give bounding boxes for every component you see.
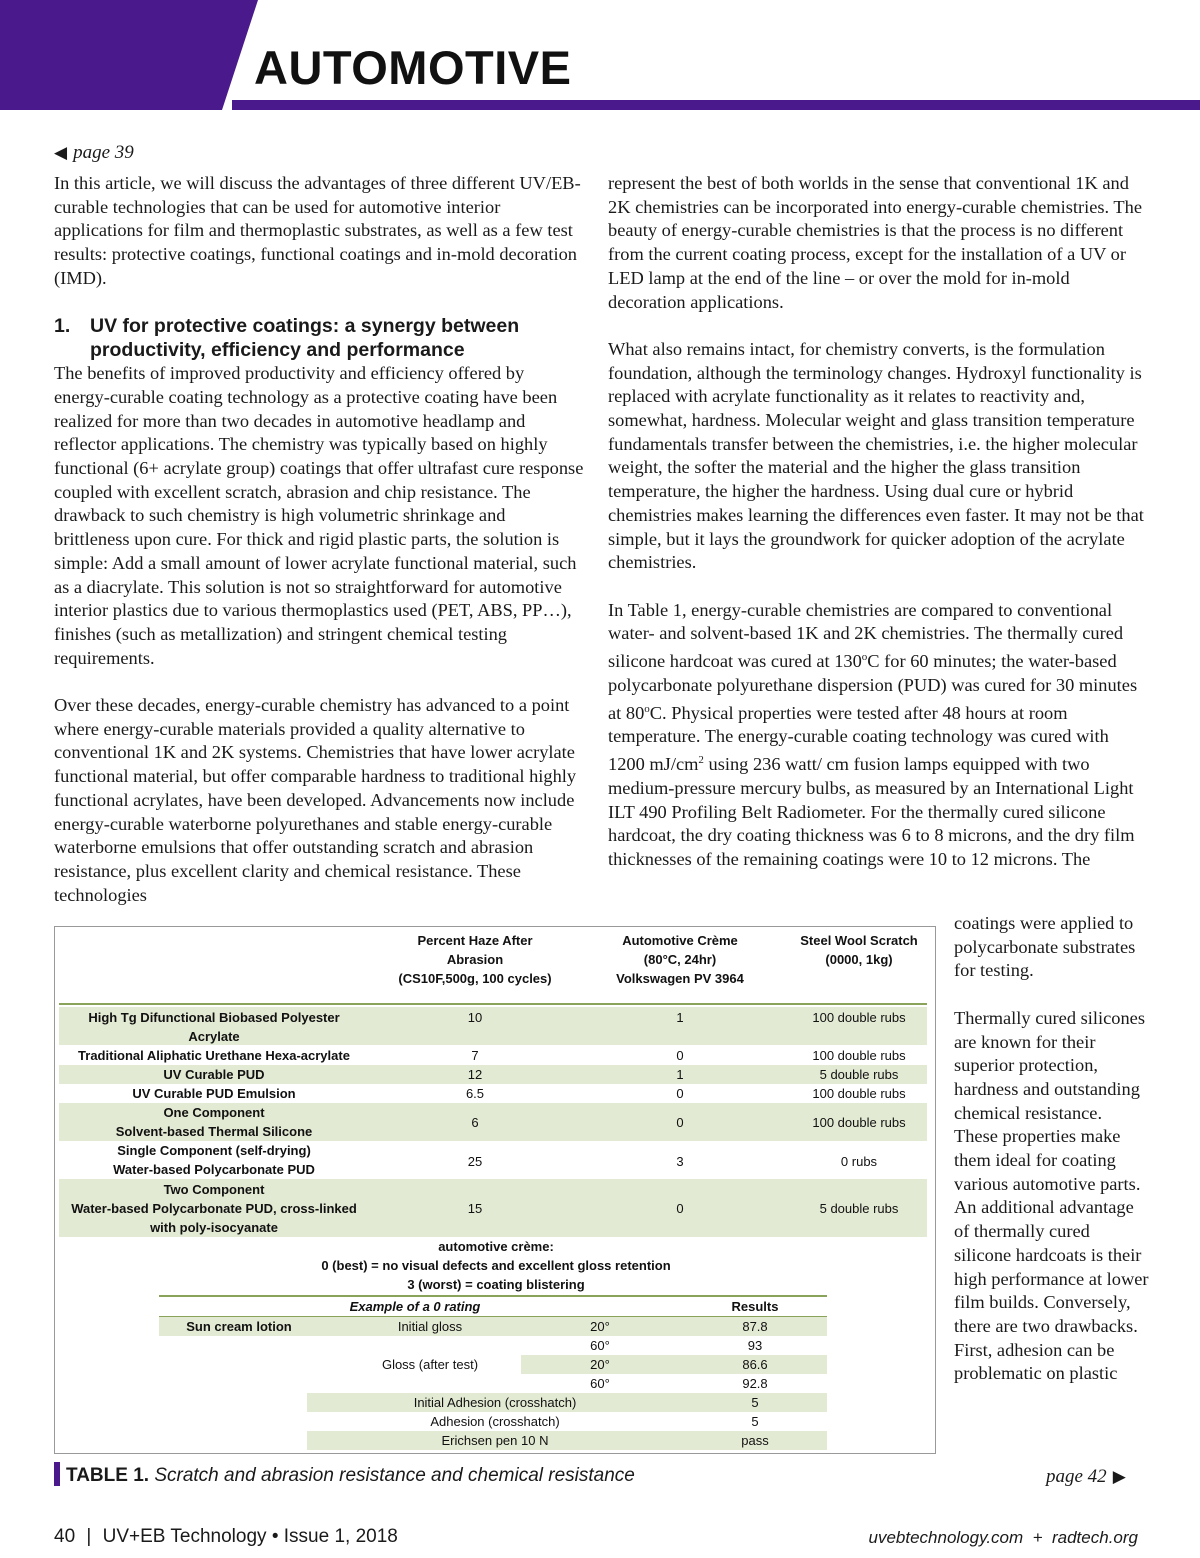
caption-label: TABLE 1.: [66, 1465, 150, 1486]
results-label: Results: [731, 1299, 779, 1314]
name-line: High Tg Difunctional Biobased Polyester: [88, 1010, 340, 1025]
body-paragraph: coatings were applied to polycarbonate substrates for testing.: [954, 913, 1136, 981]
haze-value: 7: [471, 1048, 479, 1063]
header-haze: [367, 931, 583, 988]
header-line: (CS10F,500g, 100 cycles): [398, 971, 552, 986]
superscript: o: [861, 651, 868, 664]
steel-value: 100 double rubs: [812, 1048, 906, 1063]
test-label: Adhesion (crosshatch): [430, 1414, 560, 1429]
text-run: using 236 watt/ cm fusion lamps equipped with two medium-pressure mercury bulbs, as measured by an International Light ILT 490 Profiling Belt Radiometer. For the thermally cured silicone hardcoat, the dry coating thickness was 6 to 8 microns, and the dry film thicknesses of the remaining coatings were 10 to 12 microns. The: [608, 754, 1135, 870]
footer-sites[interactable]: uvebtechnology.com + radtech.org: [868, 1528, 1138, 1547]
section-heading: [54, 314, 584, 362]
creme-value: 0: [676, 1115, 684, 1130]
creme-value: 0: [676, 1201, 684, 1216]
header-line: (80°C, 24hr): [643, 952, 717, 967]
row-name: [59, 1141, 369, 1179]
name-line: Two Component: [163, 1182, 265, 1197]
text-run: C for 60 minutes; the water-based polycarbonate polyurethane dispersion (PUD) was cured for 30 minutes at 80: [608, 651, 1138, 723]
caption-text: Scratch and abrasion resistance and chemical resistance: [154, 1465, 635, 1486]
name-line: Acrylate: [188, 1029, 240, 1044]
table-caption: [54, 1462, 635, 1487]
steel-value: 5 double rubs: [819, 1067, 899, 1082]
name-line: One Component: [163, 1105, 265, 1120]
superscript: o: [644, 702, 650, 715]
header-line: Abrasion: [446, 952, 504, 967]
section-heading-text: UV for protective coatings: a synergy between productivity, efficiency and performance: [90, 315, 520, 362]
triangle-right-icon: ▶: [1112, 1467, 1126, 1486]
text-run: C. Physical properties were tested after 48 hours at room temperature. The energy-curable coating technology was cured with 1200 mJ/cm: [608, 702, 1109, 775]
result-value: 5: [751, 1414, 759, 1429]
haze-value: 10: [467, 1010, 483, 1025]
test-label: Initial gloss: [397, 1319, 463, 1334]
left-column: [54, 172, 584, 907]
test-label: Gloss (after test): [381, 1357, 479, 1372]
creme-value: 1: [676, 1010, 684, 1025]
footer-separator: |: [86, 1526, 92, 1547]
continued-on-label: page 42: [1046, 1466, 1107, 1487]
footer-bullet: •: [271, 1526, 279, 1547]
steel-value: 0 rubs: [840, 1154, 878, 1169]
row-name: [59, 1180, 369, 1237]
body-paragraph: The benefits of improved productivity and efficiency offered by energy-curable coating technology as a protective coating have been realized for more than two decades in automotive headlamp and reflector applications. The chemistry was typically based on highly functional (6+ acrylate group) coatings that offer ultrafast cure response coupled with excellent scratch, abrasion and chip resistance. The drawback to such chemistry is high volumetric shrinkage and brittleness upon cure. For thick and rigid plastic parts, the solution is simple: Add a small amount of lower acrylate functional material, such as a diacrylate. This solution is not so straightforward for automotive interior plastics due to various thermoplastics used (PET, ABS, PP…), finishes (such as metallization) and stringent chemical testing requirements.: [54, 363, 584, 668]
body-paragraph: What also remains intact, for chemistry converts, is the formulation foundation, although the terminology changes. Hydroxyl functionality is replaced with acrylate functionality as it relates to reactivity and, somewhat, hardness. Molecular weight and glass transition temperature fundamentals transfer between the chemistries, i.e. the higher molecular weight, the softer the material and the higher the glass transition temperature, the higher the hardness. Using dual cure or hybrid chemistries makes learning the differences even faster. It may not be that simple, but it lays the groundwork for quicker adoption of the acrylate chemistries.: [608, 338, 1144, 573]
caption-accent-bar: [54, 1462, 60, 1486]
angle-label: 60°: [590, 1376, 610, 1391]
name-line: Solvent-based Thermal Silicone: [115, 1124, 313, 1139]
header-line: Automotive Crème: [622, 933, 738, 948]
header-line: (0000, 1kg): [825, 952, 893, 967]
creme-value: 3: [676, 1154, 684, 1169]
angle-label: 20°: [590, 1319, 610, 1334]
result-value: 92.8: [742, 1376, 768, 1391]
continued-from-ref[interactable]: [54, 142, 134, 164]
name-line: Single Component (self-drying): [117, 1143, 311, 1158]
body-paragraph: Thermally cured silicones are known for their superior protection, hardness and outstanding chemical resistance. These properties make them ideal for coating various automotive parts. An additional advantage of thermally cured silicone hardcoats is their high performance at lower film builds. Conversely, there are two drawbacks. First, adhesion can be problematic on plastic: [954, 1007, 1149, 1384]
publication-name: UV+EB Technology: [102, 1526, 267, 1547]
row-name: [59, 1008, 369, 1046]
header-accent-block: [0, 0, 258, 110]
haze-value: 25: [467, 1154, 483, 1169]
haze-value: 15: [467, 1201, 483, 1216]
legend-line: 0 (best) = no visual defects and excellent gloss retention: [321, 1258, 671, 1273]
intro-paragraph: In this article, we will discuss the advantages of three different UV/EB-curable technologies that can be used for automotive interior applications for film and thermoplastic substrates, as well as a few test results: protective coatings, functional coatings and in-mold decoration (IMD).: [54, 173, 581, 288]
header-rule: [232, 100, 1200, 110]
haze-value: 12: [467, 1067, 483, 1082]
result-value: 93: [747, 1338, 763, 1353]
angle-label: 60°: [590, 1338, 610, 1353]
page-number: 40: [54, 1526, 76, 1547]
steel-value: 100 double rubs: [812, 1086, 906, 1101]
result-value: 87.8: [742, 1319, 768, 1334]
row-name: Traditional Aliphatic Urethane Hexa-acrylate: [78, 1048, 350, 1063]
row-name: UV Curable PUD Emulsion: [132, 1086, 296, 1101]
header-steel-wool: [781, 931, 937, 969]
legend-line: automotive crème:: [438, 1239, 554, 1254]
product-name: Sun cream lotion: [186, 1319, 292, 1334]
right-column: [608, 172, 1148, 872]
result-value: 86.6: [742, 1357, 768, 1372]
name-line: Water-based Polycarbonate PUD, cross-linked: [71, 1201, 357, 1216]
body-paragraph: [608, 599, 1148, 872]
creme-legend: [55, 1237, 937, 1294]
example-label: Example of a 0 rating: [349, 1299, 481, 1314]
legend-line: 3 (worst) = coating blistering: [407, 1277, 585, 1292]
issue-label: Issue 1, 2018: [283, 1526, 398, 1547]
test-label: Initial Adhesion (crosshatch): [413, 1395, 577, 1410]
creme-value: 0: [676, 1086, 684, 1101]
test-label: Erichsen pen 10 N: [441, 1433, 549, 1448]
row-name: [59, 1103, 369, 1141]
creme-value: 0: [676, 1048, 684, 1063]
header-line: Volkswagen PV 3964: [616, 971, 744, 986]
header-divider: [59, 1003, 927, 1005]
footer-publication: [54, 1526, 398, 1548]
section-number: 1.: [54, 315, 71, 338]
body-paragraph: represent the best of both worlds in the sense that conventional 1K and 2K chemistries can be incorporated into energy-curable chemistries. The beauty of energy-curable chemistries is that the process is no different from the current coating process, except for the installation of a UV or LED lamp at the end of the line – or over the mold for in-mold decoration applications.: [608, 173, 1142, 312]
haze-value: 6: [471, 1115, 479, 1130]
body-paragraph: Over these decades, energy-curable chemistry has advanced to a point where energy-curable materials provided a quality alternative to conventional 1K and 2K systems. Chemistries that have lower acrylate functional material, but offer comparable hardness to traditional highly functional acrylates, have been developed. Advancements now include energy-curable waterborne polyurethanes and stable energy-curable waterborne emulsions that offer outstanding scratch and abrasion resistance, plus excellent clarity and chemical resistance. These technologies: [54, 695, 577, 905]
steel-value: 100 double rubs: [812, 1010, 906, 1025]
triangle-left-icon: ◀: [54, 143, 68, 162]
result-value: 5: [751, 1395, 759, 1410]
name-line: with poly-isocyanate: [150, 1220, 278, 1235]
section-title: AUTOMOTIVE: [254, 41, 572, 94]
text-run: In Table 1, energy-curable chemistries are compared to conventional water- and solvent-based 1K and 2K chemistries. The thermally cured silicone hardcoat was cured at 130: [608, 599, 1124, 672]
header-line: Percent Haze After: [417, 933, 533, 948]
results-table: [54, 926, 936, 1454]
row-name: UV Curable PUD: [163, 1067, 265, 1082]
angle-label: 20°: [590, 1357, 610, 1372]
creme-value: 1: [676, 1067, 684, 1082]
continued-on-ref[interactable]: [1046, 1466, 1126, 1488]
header-creme: [581, 931, 779, 988]
haze-value: 6.5: [465, 1086, 485, 1101]
side-column: [954, 912, 1150, 1386]
continued-from-label: page 39: [73, 142, 134, 163]
header-line: Steel Wool Scratch: [800, 933, 918, 948]
steel-value: 5 double rubs: [819, 1201, 899, 1216]
superscript: 2: [698, 754, 704, 767]
name-line: Water-based Polycarbonate PUD: [113, 1162, 315, 1177]
result-value: pass: [741, 1433, 769, 1448]
steel-value: 100 double rubs: [812, 1115, 906, 1130]
